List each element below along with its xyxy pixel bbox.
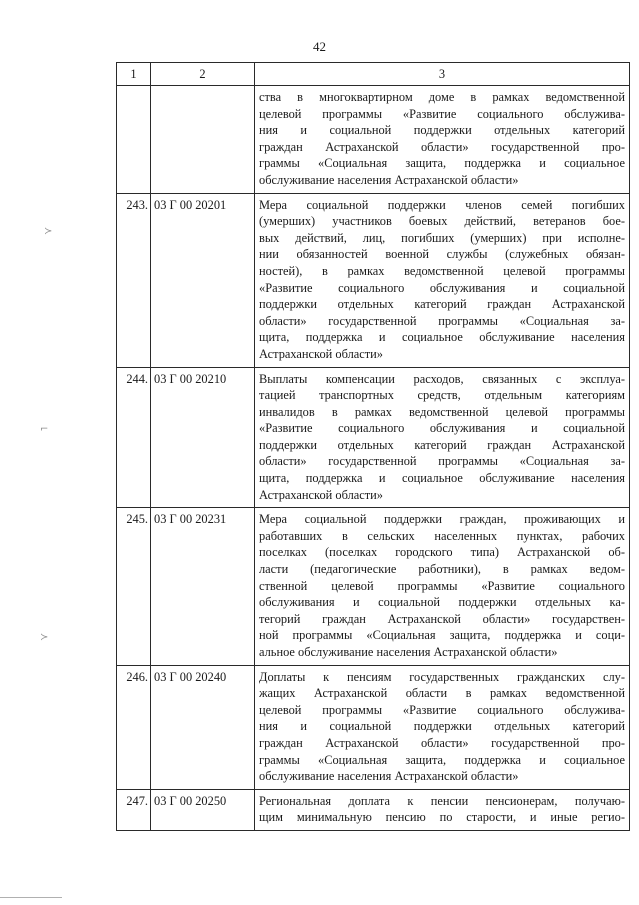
description-line: «Развитие социального обслуживания и социальной xyxy=(259,280,625,295)
row-number: 245. xyxy=(126,512,148,527)
row-description-cell xyxy=(255,86,630,194)
row-code-cell xyxy=(151,665,255,789)
row-number: 246. xyxy=(126,669,148,684)
description-line: «Развитие социального обслуживания и социальной xyxy=(259,421,625,436)
row-code: 03 Г 00 20231 xyxy=(154,512,227,527)
description-line: граммы «Социальная защита, поддержка и социальное xyxy=(259,752,625,767)
row-code-cell xyxy=(151,367,255,508)
description-line: Региональная доплата к пенсии пенсионерам, получаю- xyxy=(259,793,625,808)
description-line: жащих Астраханской области в рамках ведомственной xyxy=(259,686,625,701)
description-line: инвалидов в рамках ведомственной целевой программы xyxy=(259,404,625,419)
row-description-cell xyxy=(255,193,630,367)
description-line: тацией транспортных средств, отдельным категориям xyxy=(259,388,625,403)
description-line: нии обязанностей военной службы (служебных обязан- xyxy=(259,247,625,262)
row-description xyxy=(255,790,629,830)
table-row xyxy=(117,367,630,508)
row-number-cell xyxy=(117,789,151,830)
description-line: Астраханской области» xyxy=(259,487,383,502)
row-code: 03 Г 00 20201 xyxy=(154,197,227,212)
row-number xyxy=(117,86,150,89)
row-description xyxy=(255,194,629,367)
description-line: ственной целевой программы «Развитие социального xyxy=(259,578,625,593)
description-line: ласти (педагогические работники), в рамках ведом- xyxy=(259,562,625,577)
description-line: работавших в сельских населенных пунктах, рабочих xyxy=(259,528,625,543)
table-row xyxy=(117,789,630,830)
header-col-2: 2 xyxy=(151,63,255,86)
row-code xyxy=(151,86,254,89)
row-description xyxy=(255,86,629,193)
row-number-cell xyxy=(117,86,151,194)
margin-scan-mark: ≻ xyxy=(40,632,49,643)
row-code-cell xyxy=(151,789,255,830)
table-row xyxy=(117,665,630,789)
description-line: Выплаты компенсации расходов, связанных с эксплуа- xyxy=(259,371,625,386)
footer-rule xyxy=(0,897,62,898)
row-code: 03 Г 00 20210 xyxy=(154,371,227,386)
description-line: Астраханской области» xyxy=(259,346,383,361)
description-line: щим минимальную пенсию по старости, и иные регио- xyxy=(259,810,625,825)
description-line: области» государственной программы «Социальная за- xyxy=(259,313,625,328)
description-line: целевой программы «Развитие социального обслужива- xyxy=(259,702,625,717)
row-number-cell xyxy=(117,508,151,665)
description-line: тегорий граждан Астраханской области» государствен- xyxy=(259,611,625,626)
description-line: вых действий, лиц, погибших (умерших) при исполне- xyxy=(259,230,625,245)
row-description xyxy=(255,508,629,664)
description-line: Мера социальной поддержки членов семей погибших xyxy=(259,197,625,212)
description-line: области» государственной программы «Социальная за- xyxy=(259,454,625,469)
row-number: 243. xyxy=(126,197,148,212)
description-line: поддержки отдельных категорий граждан Астраханской xyxy=(259,297,625,312)
row-description xyxy=(255,368,629,508)
row-number: 247. xyxy=(126,793,148,808)
row-description-cell xyxy=(255,508,630,665)
description-line: (умерших) участников боевых действий, ветеранов бое- xyxy=(259,214,625,229)
description-line: ния и социальной поддержки отдельных категорий xyxy=(259,123,625,138)
description-line: ностей), в рамках ведомственной целевой программы xyxy=(259,263,625,278)
row-code: 03 Г 00 20240 xyxy=(154,669,227,684)
description-line: щита, поддержка и социальное обслуживание населения xyxy=(259,330,625,345)
header-col-1: 1 xyxy=(117,63,151,86)
margin-scan-mark: ≻ xyxy=(44,226,53,237)
row-number: 244. xyxy=(126,371,148,386)
row-description-cell xyxy=(255,789,630,830)
description-line: Мера социальной поддержки граждан, проживающих и xyxy=(259,512,625,527)
description-line: обслуживания и социальной поддержки отдельных ка- xyxy=(259,595,625,610)
description-line: обслуживание населения Астраханской области» xyxy=(259,172,519,187)
description-line: Доплаты к пенсиям государственных гражданских слу- xyxy=(259,669,625,684)
row-code-cell xyxy=(151,193,255,367)
description-line: щита, поддержка и социальное обслуживание населения xyxy=(259,471,625,486)
description-line: граммы «Социальная защита, поддержка и социальное xyxy=(259,156,625,171)
row-description-cell xyxy=(255,665,630,789)
table-header-row xyxy=(117,63,630,86)
description-line: поселках (поселках городского типа) Астраханской об- xyxy=(259,545,625,560)
row-number-cell xyxy=(117,665,151,789)
description-line: обслуживание населения Астраханской области» xyxy=(259,769,519,784)
description-line: целевой программы «Развитие социального обслужива- xyxy=(259,106,625,121)
description-line: альное обслуживание населения Астраханской области» xyxy=(259,645,558,659)
row-code-cell xyxy=(151,86,255,194)
row-number-cell xyxy=(117,193,151,367)
table-row xyxy=(117,508,630,665)
table-row xyxy=(117,193,630,367)
margin-scan-mark: ⌐ xyxy=(40,424,49,435)
description-line: ния и социальной поддержки отдельных категорий xyxy=(259,719,625,734)
row-code-cell xyxy=(151,508,255,665)
row-description xyxy=(255,666,629,789)
description-line: граждан Астраханской области» государственной про- xyxy=(259,735,625,750)
description-line: граждан Астраханской области» государственной про- xyxy=(259,139,625,154)
row-code: 03 Г 00 20250 xyxy=(154,793,227,808)
description-line: ной программы «Социальная защита, поддержка и соци- xyxy=(259,628,625,643)
row-description-cell xyxy=(255,367,630,508)
page-number: 42 xyxy=(313,39,326,54)
budget-classification-table xyxy=(116,62,630,831)
description-line: поддержки отдельных категорий граждан Астраханской xyxy=(259,437,625,452)
header-col-3: 3 xyxy=(255,63,630,86)
table-row xyxy=(117,86,630,194)
row-number-cell xyxy=(117,367,151,508)
description-line: ства в многоквартирном доме в рамках ведомственной xyxy=(259,90,625,104)
